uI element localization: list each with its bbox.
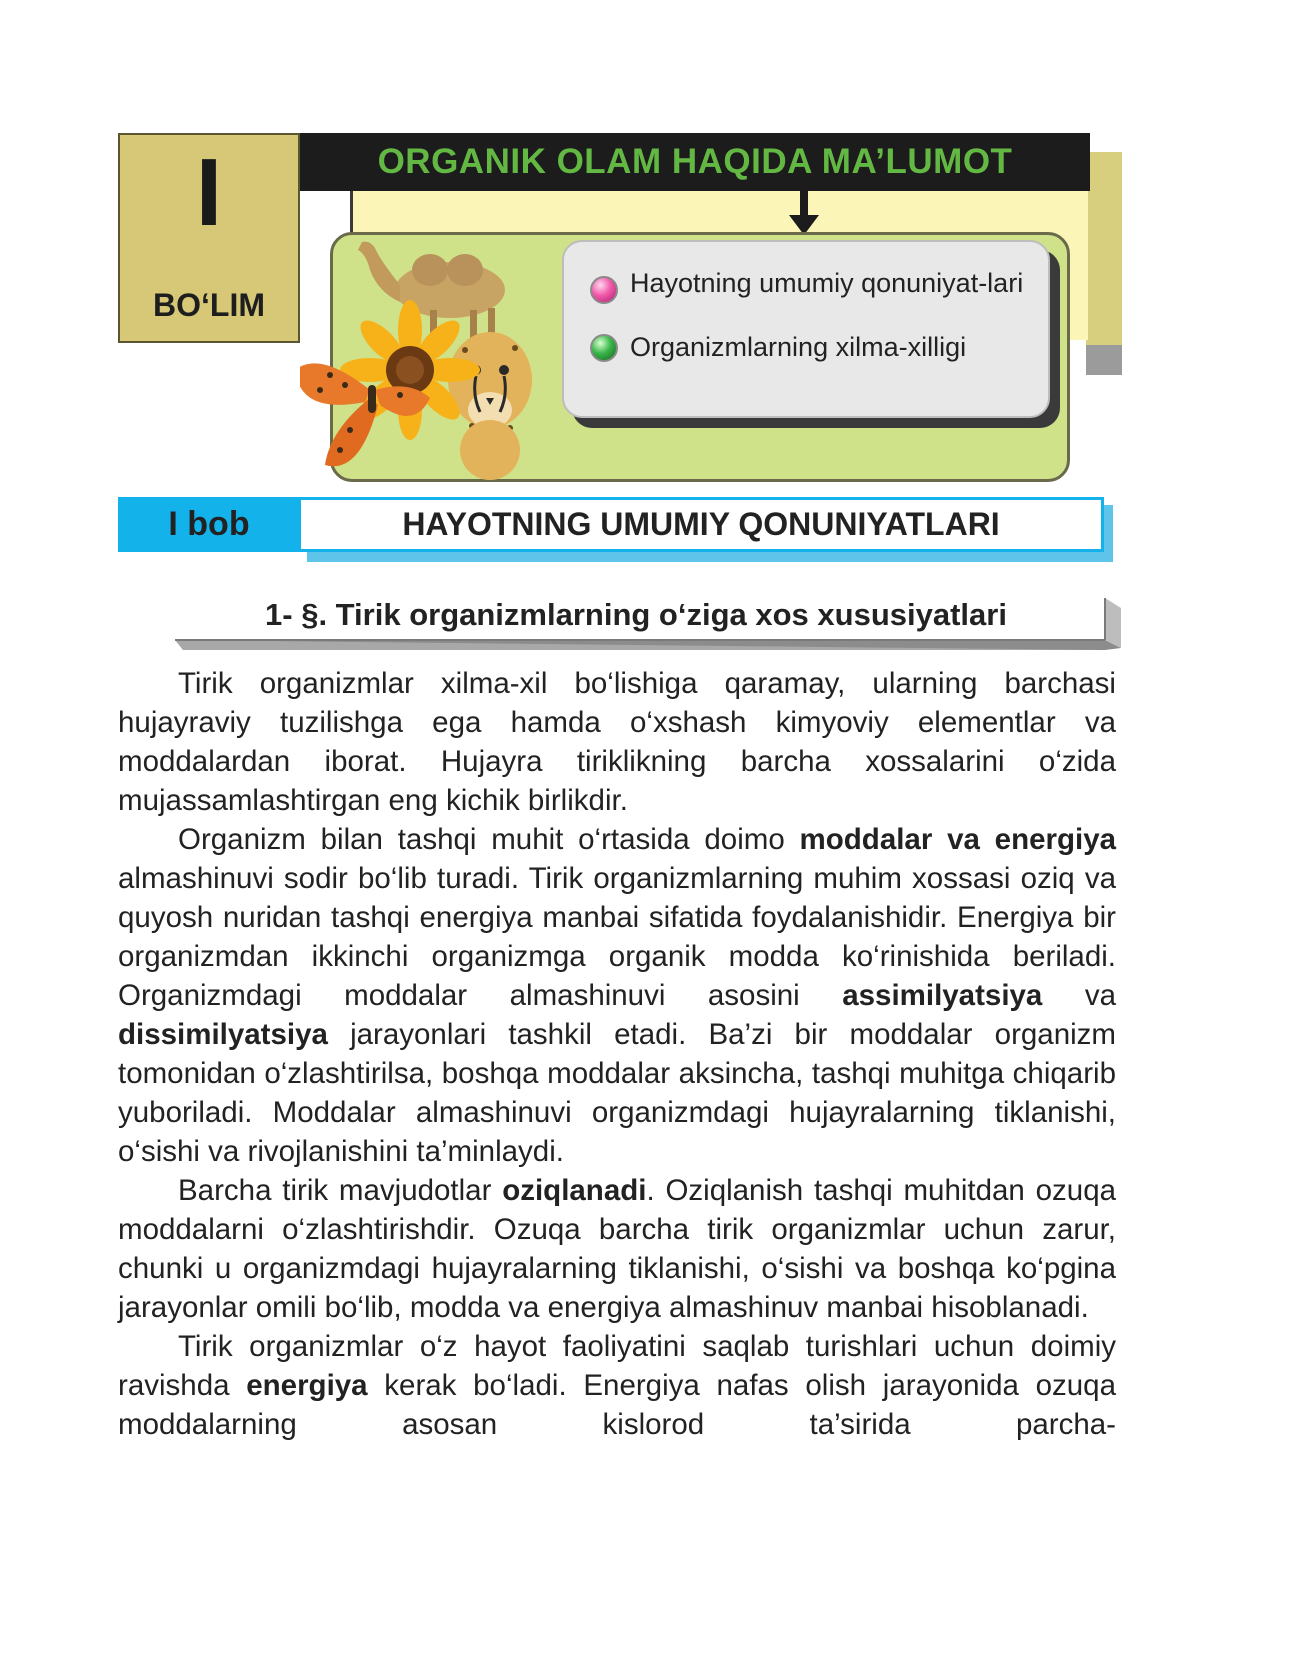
chapter-title: HAYOTNING UMUMIY QONUNIYATLARI xyxy=(402,506,1000,542)
topic-item: Organizmlarning xilma-xilligi xyxy=(630,332,967,362)
bold-term: dissimilyatsiya xyxy=(118,1018,328,1051)
part-label: BO‘LIM xyxy=(153,287,265,323)
text-run: Organizm bilan tashqi muhit o‘rtasida doimo xyxy=(178,823,800,856)
text-run: Tirik organizmlar xilma-xil bo‘lishiga qaramay, ularning barchasi hujayraviy tuzilishga ega hamda o‘xshash kimyoviy elementlar va moddalardan iborat. Hujayra tiriklikning barcha xossalarini o‘zida mujassamlashtirgan eng kichik birlikdir. xyxy=(118,667,1116,817)
cheetah-icon xyxy=(448,332,532,480)
green-bullet-icon xyxy=(590,334,618,362)
banner-title: ORGANIK OLAM HAQIDA MA’LUMOT xyxy=(377,142,1013,181)
banner-side-shadow-dark xyxy=(1086,345,1122,375)
topics-card xyxy=(562,240,1050,418)
paragraph xyxy=(118,1327,1116,1444)
part-box xyxy=(118,133,300,343)
bold-term: oziqlanadi xyxy=(502,1174,647,1207)
paragraph xyxy=(118,1171,1116,1327)
banner-side-shadow xyxy=(1086,152,1122,357)
text-run: kerak bo‘ladi. Energiya nafas olish jarayonida ozuqa moddalarning asosan kislorod ta’sirida parcha- xyxy=(118,1369,1116,1441)
bold-term: assimilyatsiya xyxy=(842,979,1043,1012)
part-numeral: I xyxy=(195,139,223,246)
chapter-label: I bob xyxy=(168,505,250,543)
text-run: jarayonlari tashkil etadi. Ba’zi bir moddalar organizm tomonidan o‘zlashtirilsa, boshqa moddalar aksincha, tashqi muhitga chiqarib yuboriladi. Moddalar almashinuvi organizmdagi hujayralarning tiklanishi, o‘sishi va rivojlanishini ta’minlaydi. xyxy=(118,1018,1116,1168)
text-run: va xyxy=(1042,979,1116,1012)
section-title: 1- §. Tirik organizmlarning o‘ziga xos xususiyatlari xyxy=(265,597,1007,632)
bold-term: energiya xyxy=(246,1369,368,1402)
text-run: . Oziqlanish tashqi muhitdan ozuqa moddalarni o‘zlashtirishdir. Ozuqa barcha tirik organizmlar uchun zarur, chunki u organizmdagi hujayralarning tiklanishi, o‘sishi va boshqa ko‘pgina jarayonlar omili bo‘lib, modda va energiya almashinuv manbai hisoblanadi. xyxy=(118,1174,1117,1324)
text-run: Tirik organizmlar o‘z hayot faoliyatini saqlab turishlari uchun doimiy ravishda xyxy=(118,1330,1116,1402)
text-run: almashinuvi sodir bo‘lib turadi. Tirik organizmlarning muhim xossasi oziq va quyosh nuridan tashqi energiya manbai sifatida foydalanishidir. Energiya bir organizmdan ikkinchi organizmga organik modda ko‘rinishida beriladi. Organizmdagi moddalar almashinuvi asosini xyxy=(118,862,1116,1012)
paragraph xyxy=(118,820,1116,1171)
nature-illustration xyxy=(300,230,570,490)
pink-bullet-icon xyxy=(590,276,618,304)
down-arrow-icon xyxy=(789,191,819,236)
body-text xyxy=(118,664,1116,1444)
bold-term: moddalar va energiya xyxy=(799,823,1117,856)
text-run: Barcha tirik mavjudotlar xyxy=(178,1174,503,1207)
paragraph xyxy=(118,664,1116,820)
topic-item: Hayotning umumiy qonuniyat-lari xyxy=(630,268,1024,298)
